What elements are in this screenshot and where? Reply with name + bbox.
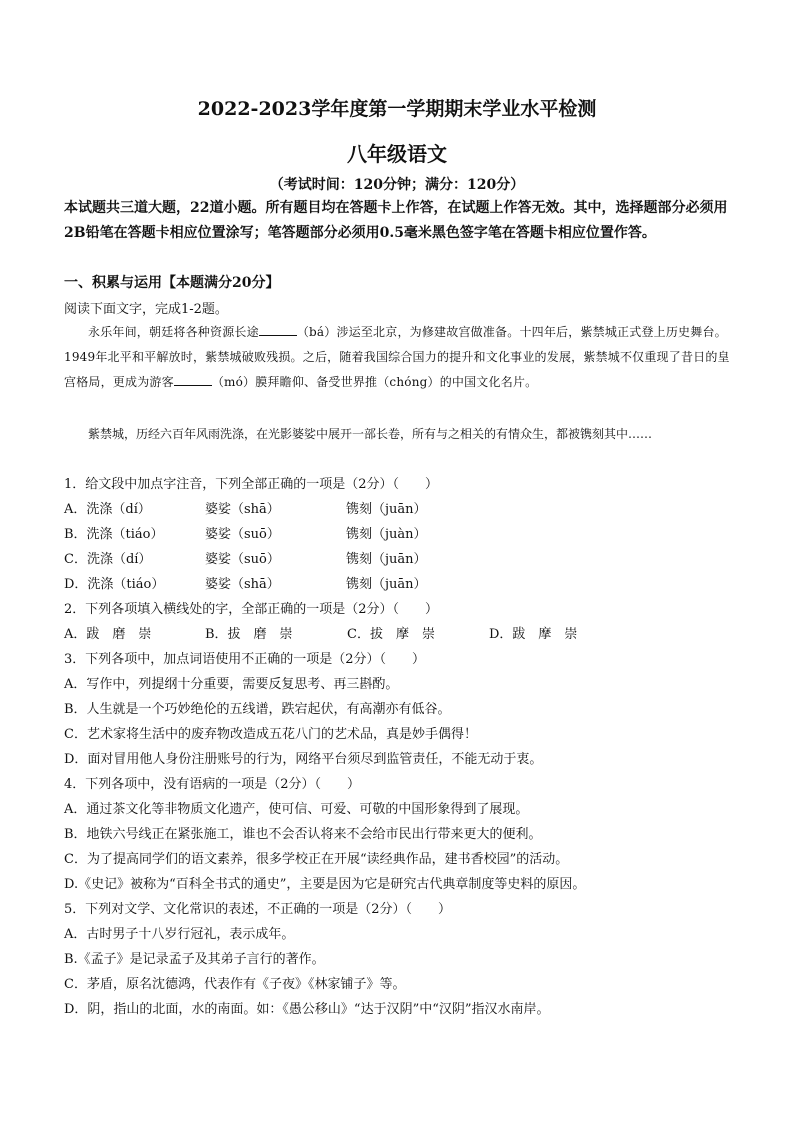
exam-title: 2022-2023学年度第一学期期末学业水平检测 [197, 98, 597, 120]
option-b: B．拔 磨 崇 [205, 627, 293, 642]
question-stem: 2．下列各项填入横线处的字，全部正确的一项是（2分）（ ） [64, 602, 439, 617]
option-b-col3: 镌刻（juàn） [346, 527, 427, 542]
option-d-col1: D．洗涤（tiáo） [64, 577, 165, 592]
question-stem: 5．下列对文学、文化常识的表述，不正确的一项是（2分）（ ） [64, 902, 452, 917]
option-a-col1: A．洗涤（dí） [64, 502, 151, 517]
exam-subtitle: 八年级语文 [347, 142, 447, 166]
option-c: C．为了提高同学们的语文素养，很多学校正在开展“读经典作品，建书香校园”的活动。 [64, 852, 569, 867]
option-c: C．艺术家将生活中的废弃物改造成五花八门的艺术品，真是妙手偶得！ [64, 727, 477, 742]
option-d: D．阴，指山的北面，水的南面。如：《愚公移山》“达于汉阴”中“汉阴”指汉水南岸。 [64, 1002, 550, 1017]
option-d-col3: 镌刻（juān） [346, 577, 427, 592]
passage-text: （mó）膜拜瞻仰、备受世界推（chóng）的中国文化名片。 [211, 375, 538, 389]
option-c: C．茅盾，原名沈德鸿，代表作有《子夜》《林家铺子》等。 [64, 977, 406, 992]
option-b-col1: B．洗涤（tiáo） [64, 527, 164, 542]
option-b: B.《孟子》是记录孟子及其弟子言行的著作。 [64, 952, 325, 967]
option-c-col2: 婆娑（suō） [205, 552, 280, 567]
option-a-col2: 婆娑（shā） [205, 502, 280, 517]
passage-text: （bá）涉运至北京，为修建故宫做准备。十四年后，紫禁城正式登上历史舞台。1949年北平和平解放时，紫禁城破败残损。之后，随着我国综合国力的提升和文化事业的发展，紫禁城不仅重现了昔日的皇宫格局，更成为游客 [64, 325, 730, 389]
passage-paragraph-1 [64, 320, 730, 395]
passage-paragraph-2: 紫禁城，历经六百年风雨洗涤，在光影婆娑中展开一部长卷，所有与之相关的有情众生，都被镌刻其中…… [88, 427, 653, 441]
reading-prompt: 阅读下面文字，完成1-2题。 [64, 302, 228, 317]
option-a: A．通过茶文化等非物质文化遗产，使可信、可爱、可敬的中国形象得到了展现。 [64, 802, 529, 817]
question-stem: 4．下列各项中，没有语病的一项是（2分）（ ） [64, 777, 361, 792]
option-a-col3: 镌刻（juān） [346, 502, 427, 517]
option-b: B．人生就是一个巧妙绝伦的五线谱，跌宕起伏，有高潮亦有低谷。 [64, 702, 451, 717]
question-stem: 3．下列各项中，加点词语使用不正确的一项是（2分）（ ） [64, 652, 426, 667]
option-a: A．古时男子十八岁行冠礼，表示成年。 [64, 927, 295, 942]
option-d-col2: 婆娑（shā） [205, 577, 280, 592]
option-a: A．跋 磨 崇 [64, 627, 152, 642]
question-stem: 1．给文段中加点字注音，下列全部正确的一项是（2分）（ ） [64, 477, 439, 492]
fill-blank [174, 373, 212, 386]
section-heading: 一、积累与运用【本题满分20分】 [64, 275, 280, 291]
option-c: C．拔 摩 崇 [347, 627, 435, 642]
exam-info: （考试时间：120分钟；满分：120分） [269, 177, 525, 193]
option-d: D.《史记》被称为“百科全书式的通史”，主要是因为它是研究古代典章制度等史料的原因。 [64, 877, 586, 892]
option-d: D．面对冒用他人身份注册账号的行为，网络平台须尽到监管责任，不能无动于衷。 [64, 752, 543, 767]
option-a: A．写作中，列提纲十分重要，需要反复思考、再三斟酌。 [64, 677, 399, 692]
instructions: 本试题共三道大题，22道小题。所有题目均在答题卡上作答，在试题上作答无效。其中，选择题部分必须用2B铅笔在答题卡相应位置涂写；笔答题部分必须用0.5毫米黑色签字笔在答题卡相应位置作答。 [64, 200, 728, 241]
option-c-col3: 镌刻（juān） [346, 552, 427, 567]
option-b: B．地铁六号线正在紧张施工，谁也不会否认将来不会给市民出行带来更大的便利。 [64, 827, 542, 842]
passage-text: 永乐年间，朝廷将各种资源长途 [88, 325, 259, 339]
fill-blank [259, 323, 297, 336]
option-d: D．跋 摩 崇 [489, 627, 578, 642]
option-c-col1: C．洗涤（dí） [64, 552, 152, 567]
option-b-col2: 婆娑（suō） [205, 527, 280, 542]
